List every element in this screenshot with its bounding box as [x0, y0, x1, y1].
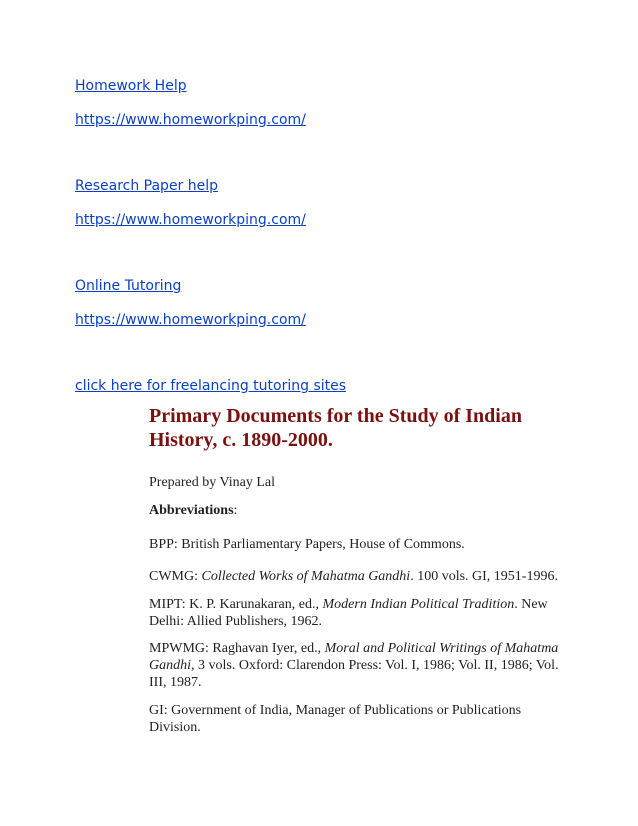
abbreviation-mpwmg [149, 640, 574, 691]
document-title-line-1: Primary Documents for the Study of Indian [149, 405, 522, 427]
abbreviation-mipt [149, 596, 569, 630]
abbreviation-bpp: BPP: British Parliamentary Papers, House of Commons. [149, 537, 465, 552]
homework-help-url-link[interactable]: https://www.homeworkping.com/ [75, 112, 306, 128]
prepared-by: Prepared by Vinay Lal [149, 475, 276, 490]
abbreviation-cwmg-prefix: CWMG: [149, 569, 202, 584]
abbreviation-mpwmg-title: Moral and Political Writings of Mahatma Gandhi [149, 641, 559, 673]
abbreviation-mipt-suffix: . New Delhi: Allied Publishers, 1962. [149, 597, 548, 629]
research-paper-help-link[interactable]: Research Paper help [75, 178, 219, 194]
abbreviations-heading [149, 502, 589, 519]
freelancing-tutoring-sites-link[interactable]: click here for freelancing tutoring sites [75, 378, 347, 394]
abbreviations-heading-label: Abbreviations [149, 503, 234, 518]
online-tutoring-url-link[interactable]: https://www.homeworkping.com/ [75, 312, 306, 328]
abbreviation-gi: GI: Government of India, Manager of Publications or Publications Division. [149, 703, 522, 735]
abbreviation-mpwmg-prefix: MPWMG: Raghavan Iyer, ed., [149, 641, 325, 656]
abbreviation-mpwmg-suffix: , 3 vols. Oxford: Clarendon Press: Vol. I, 1986; Vol. II, 1986; Vol. III, 1987. [149, 658, 559, 690]
document-title-line-2: History, c. 1890-2000. [149, 429, 333, 451]
abbreviation-cwmg [149, 568, 589, 585]
document-title [149, 404, 589, 452]
abbreviation-cwmg-suffix: . 100 vols. GI, 1951-1996. [410, 569, 558, 584]
abbreviation-mipt-prefix: MIPT: K. P. Karunakaran, ed., [149, 597, 323, 612]
online-tutoring-link[interactable]: Online Tutoring [75, 278, 182, 294]
abbreviations-heading-colon: : [233, 503, 238, 518]
abbreviation-cwmg-title: Collected Works of Mahatma Gandhi [201, 569, 411, 584]
research-paper-help-url-link[interactable]: https://www.homeworkping.com/ [75, 212, 306, 228]
abbreviation-mipt-title: Modern Indian Political Tradition [322, 597, 515, 612]
homework-help-link[interactable]: Homework Help [75, 78, 187, 94]
